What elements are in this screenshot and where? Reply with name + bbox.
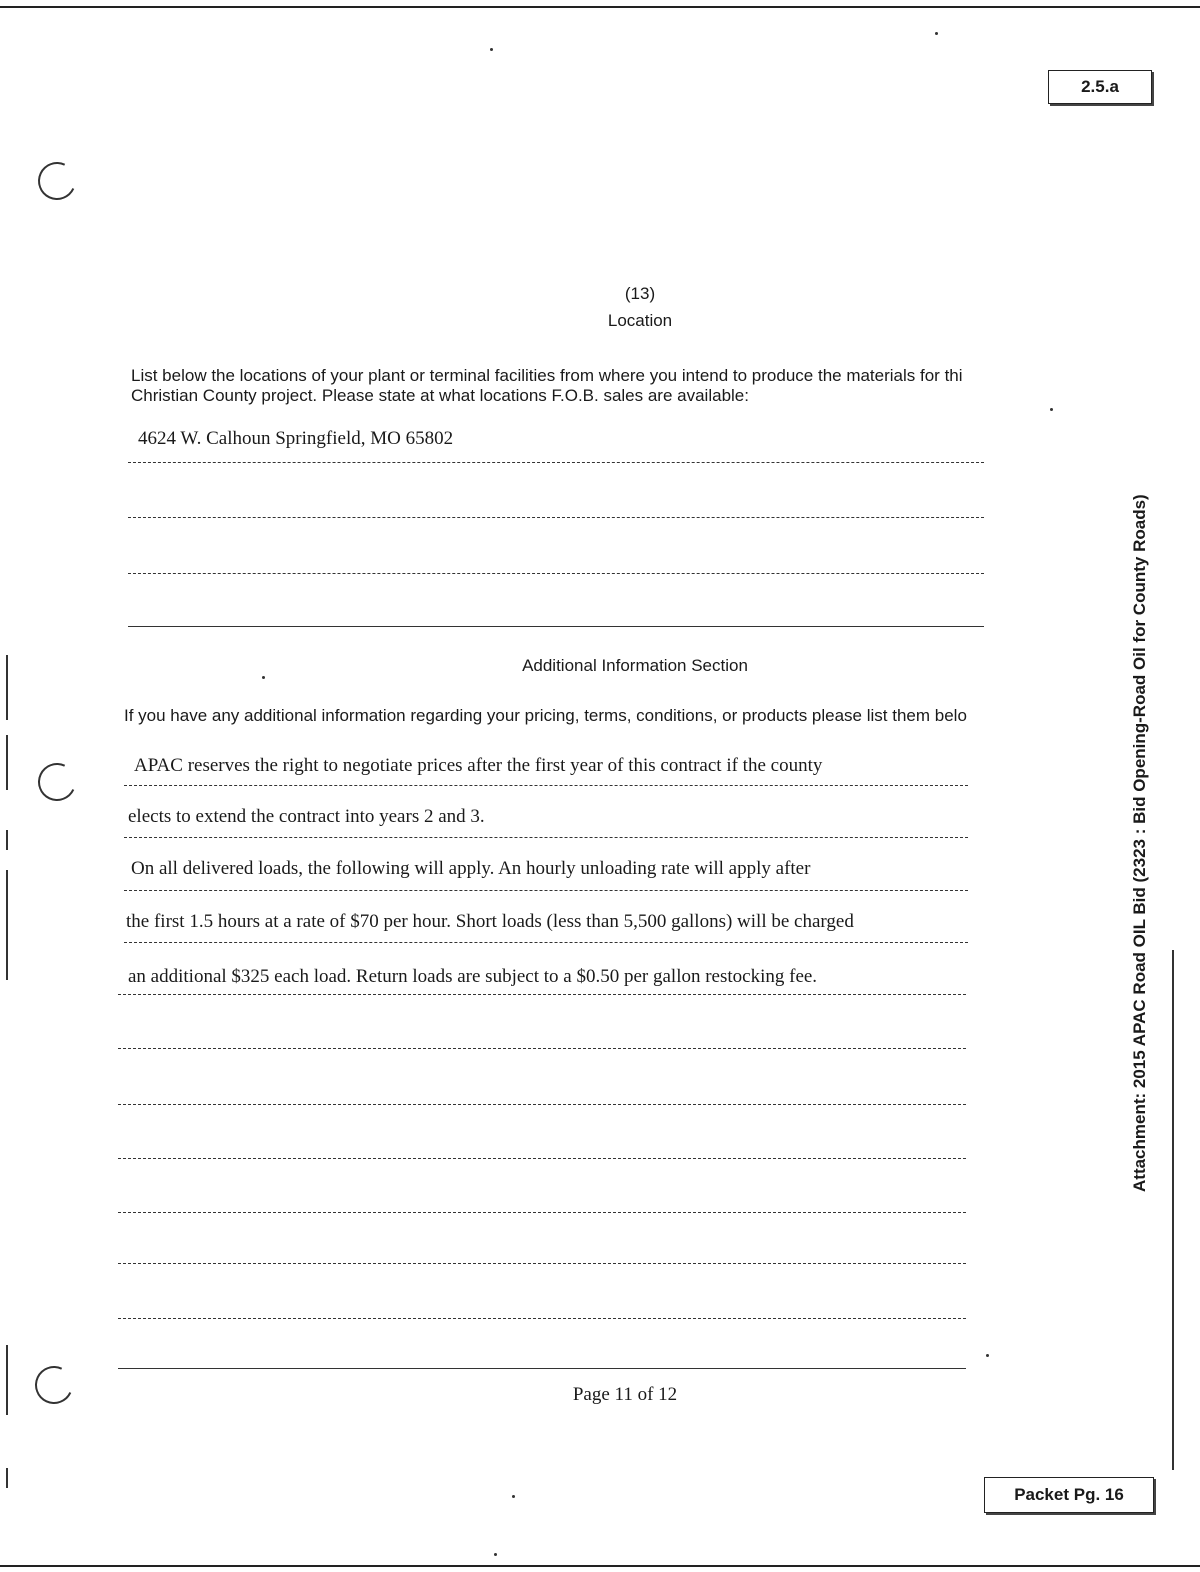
page-number: Page 11 of 12 <box>572 1384 678 1405</box>
form-line <box>128 573 984 574</box>
additional-line-2: elects to extend the contract into years 2 and 3. <box>128 806 485 827</box>
scan-speck <box>512 1495 515 1498</box>
form-line <box>124 890 968 891</box>
item-code-label: 2.5.a <box>1081 77 1119 96</box>
additional-line-3: On all delivered loads, the following will apply. An hourly unloading rate will apply after <box>131 858 811 879</box>
form-line <box>124 837 968 838</box>
scan-margin-mark <box>6 830 8 850</box>
scan-margin-mark <box>6 655 8 720</box>
form-line <box>124 942 968 943</box>
scan-margin-mark <box>6 1468 8 1488</box>
instructions-line-1: List below the locations of your plant or terminal facilities from where you intend to produce the materials for thi <box>131 366 963 385</box>
scan-margin-mark <box>1172 950 1174 1470</box>
scan-margin-mark <box>6 1345 8 1415</box>
binder-hole-icon <box>33 758 82 807</box>
scan-margin-mark <box>6 870 8 980</box>
form-line <box>118 1212 966 1213</box>
binder-hole-icon <box>30 1361 79 1410</box>
instructions-line-2: Christian County project. Please state at what locations F.O.B. sales are available: <box>131 386 749 405</box>
form-line <box>124 785 968 786</box>
item-code-badge <box>1048 70 1152 104</box>
additional-line-5: an additional $325 each load. Return loads are subject to a $0.50 per gallon restocking fee. <box>128 966 818 987</box>
section-number: (13) <box>624 284 656 303</box>
scan-speck <box>494 1553 497 1556</box>
scan-speck <box>490 48 493 51</box>
scan-top-border <box>0 6 1200 8</box>
additional-prompt: If you have any additional information regarding your pricing, terms, conditions, or products please list them belo <box>124 706 967 725</box>
form-line <box>128 462 984 463</box>
scan-bottom-border <box>0 1565 1200 1567</box>
form-line <box>118 1263 966 1264</box>
additional-section-title: Additional Information Section <box>522 656 748 675</box>
scan-speck <box>1050 408 1053 411</box>
form-line <box>128 626 984 627</box>
form-line <box>118 1104 966 1105</box>
form-line <box>118 994 966 995</box>
section-title: Location <box>607 311 673 330</box>
scan-speck <box>262 676 265 679</box>
binder-hole-icon <box>33 157 82 206</box>
packet-page-badge <box>984 1477 1154 1513</box>
form-line <box>118 1368 966 1369</box>
location-entry: 4624 W. Calhoun Springfield, MO 65802 <box>138 428 454 449</box>
packet-page-label: Packet Pg. 16 <box>1014 1485 1124 1504</box>
scan-speck <box>986 1354 989 1357</box>
form-line <box>128 517 984 518</box>
additional-line-4: the first 1.5 hours at a rate of $70 per hour. Short loads (less than 5,500 gallons) will be charged <box>126 911 854 932</box>
scan-margin-mark <box>6 735 8 790</box>
form-line <box>118 1318 966 1319</box>
form-line <box>118 1158 966 1159</box>
scan-speck <box>935 32 938 35</box>
attachment-side-label: Attachment: 2015 APAC Road OIL Bid (2323 : Bid Opening-Road Oil for County Roads) <box>1130 494 1149 1192</box>
form-line <box>118 1048 966 1049</box>
additional-line-1: APAC reserves the right to negotiate prices after the first year of this contract if the county <box>134 755 823 776</box>
